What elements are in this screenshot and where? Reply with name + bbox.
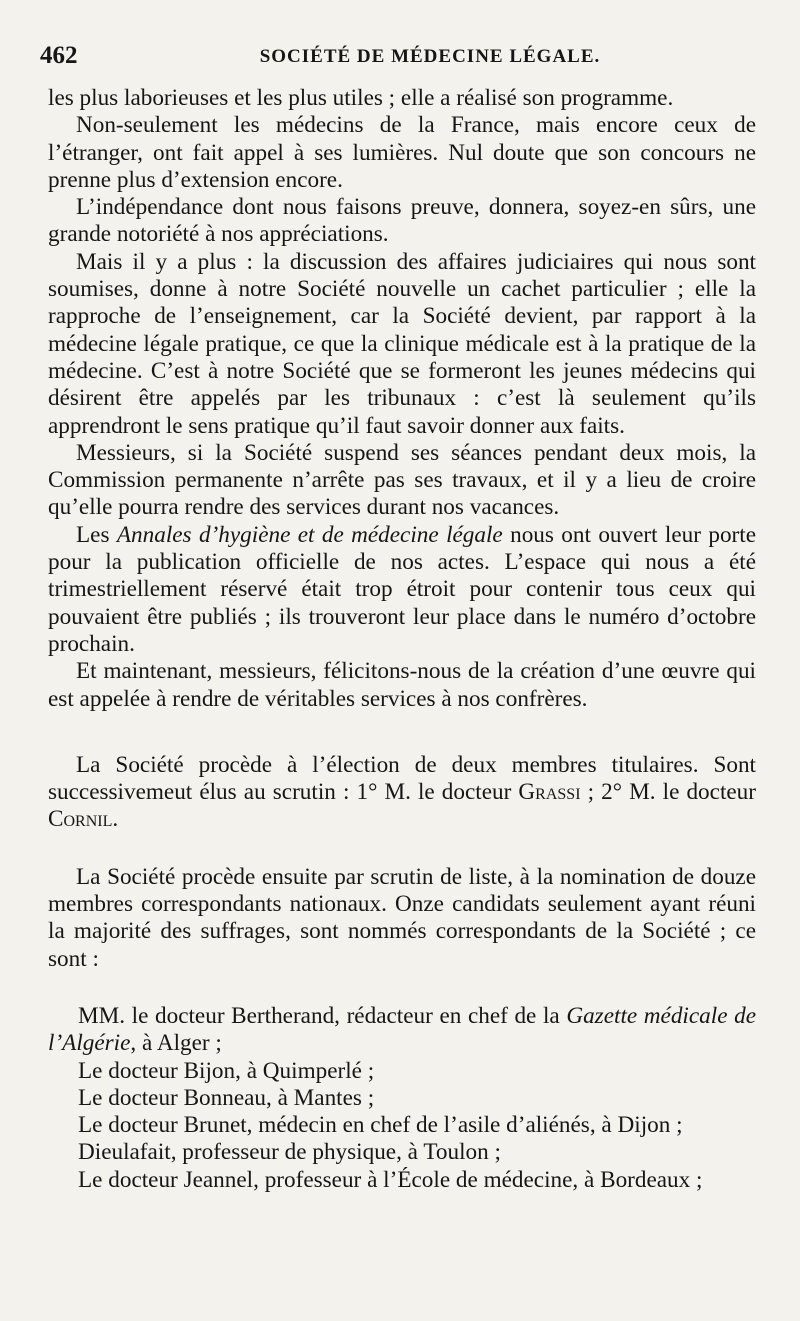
paragraph-annales [48, 522, 756, 658]
member-name: Cornil [48, 806, 113, 833]
journal-title: Annales d’hygiène et de médecine légale [116, 521, 503, 548]
paragraph-nomination: La Société procède ensuite par scrutin de liste, à la nomination de douze membres correspondants nationaux. Onze candidats seulement ayant réuni la majorité des suffrages, sont nommés correspondants de la Société ; ce sont : [48, 863, 756, 972]
list-item [48, 1003, 756, 1058]
paragraph: Messieurs, si la Société suspend ses séances pendant deux mois, la Commission permanente n’arrête pas ses travaux, et il y a lieu de croire qu’elle pourra rendre des services durant nos vacances. [48, 439, 756, 521]
paragraph-continuation: les plus laborieuses et les plus utiles ; elle a réalisé son programme. [48, 85, 674, 111]
page-header [40, 40, 760, 74]
running-title: SOCIÉTÉ DE MÉDECINE LÉGALE. [259, 46, 601, 67]
list-item: Le docteur Brunet, médecin en chef de l’asile d’aliénés, à Dijon ; [78, 1112, 683, 1139]
paragraph: Non-seulement les médecins de la France, mais encore ceux de l’étranger, ont fait appel à ses lumières. Nul doute que son concours ne prenne plus d’extension encore. [48, 112, 756, 193]
text-run: ; 2° M. le docteur [580, 779, 756, 806]
list-item: Le docteur Bonneau, à Mantes ; [78, 1084, 375, 1111]
paragraph: L’indépendance dont nous faisons preuve, donnera, soyez-en sûrs, une grande notoriété à nos appréciations. [48, 194, 756, 248]
list-item: Le docteur Bijon, à Quimperlé ; [78, 1057, 375, 1084]
page-number: 462 [40, 42, 78, 69]
member-name: Grassi [518, 779, 581, 806]
paragraph: Et maintenant, messieurs, félicitons-nous de la création d’une œuvre qui est appelée à rendre de véritables services à nos confrères. [48, 658, 756, 712]
paragraph: Mais il y a plus : la discussion des affaires judiciaires qui nous sont soumises, donne à notre Société nouvelle un cachet particulier ; elle la rapproche de l’enseignement, car la Société devient, par rapport à la médecine légale pratique, ce que la clinique médicale est à la pratique de la médecine. C’est à notre Société que se formeront les jeunes médecins qui désirent être appelés par les tribunaux : c’est là seulement qu’ils apprendront le sens pratique qu’il faut savoir donner aux faits. [48, 248, 756, 439]
journal-title: Gazette médicale de l’Algérie [48, 1002, 756, 1057]
list-item: Le docteur Jeannel, professeur à l’École de médecine, à Bordeaux ; [78, 1166, 703, 1193]
text-run: nous ont ouvert leur porte pour la publication officielle de nos actes. L’espace qui nous a été trimestriellement réservé était trop étroit pour contenir tous ceux qui pouvaient être publiés ; ils trouveront leur place dans le numéro d’octobre prochain. [48, 521, 757, 657]
text-run: Les [76, 521, 117, 548]
paragraph-election [48, 752, 756, 834]
text-run: . [112, 806, 119, 833]
body-text [48, 85, 756, 1194]
text-run: MM. le docteur Bertherand, rédacteur en chef de la [78, 1002, 567, 1029]
text-run: La Société procède à l’élection de deux membres titulaires. Sont successivemeut élus au scrutin : 1° M. le docteur [48, 751, 756, 806]
text-run: , à Alger ; [130, 1030, 222, 1057]
list-item: Dieulafait, professeur de physique, à Toulon ; [78, 1139, 501, 1166]
